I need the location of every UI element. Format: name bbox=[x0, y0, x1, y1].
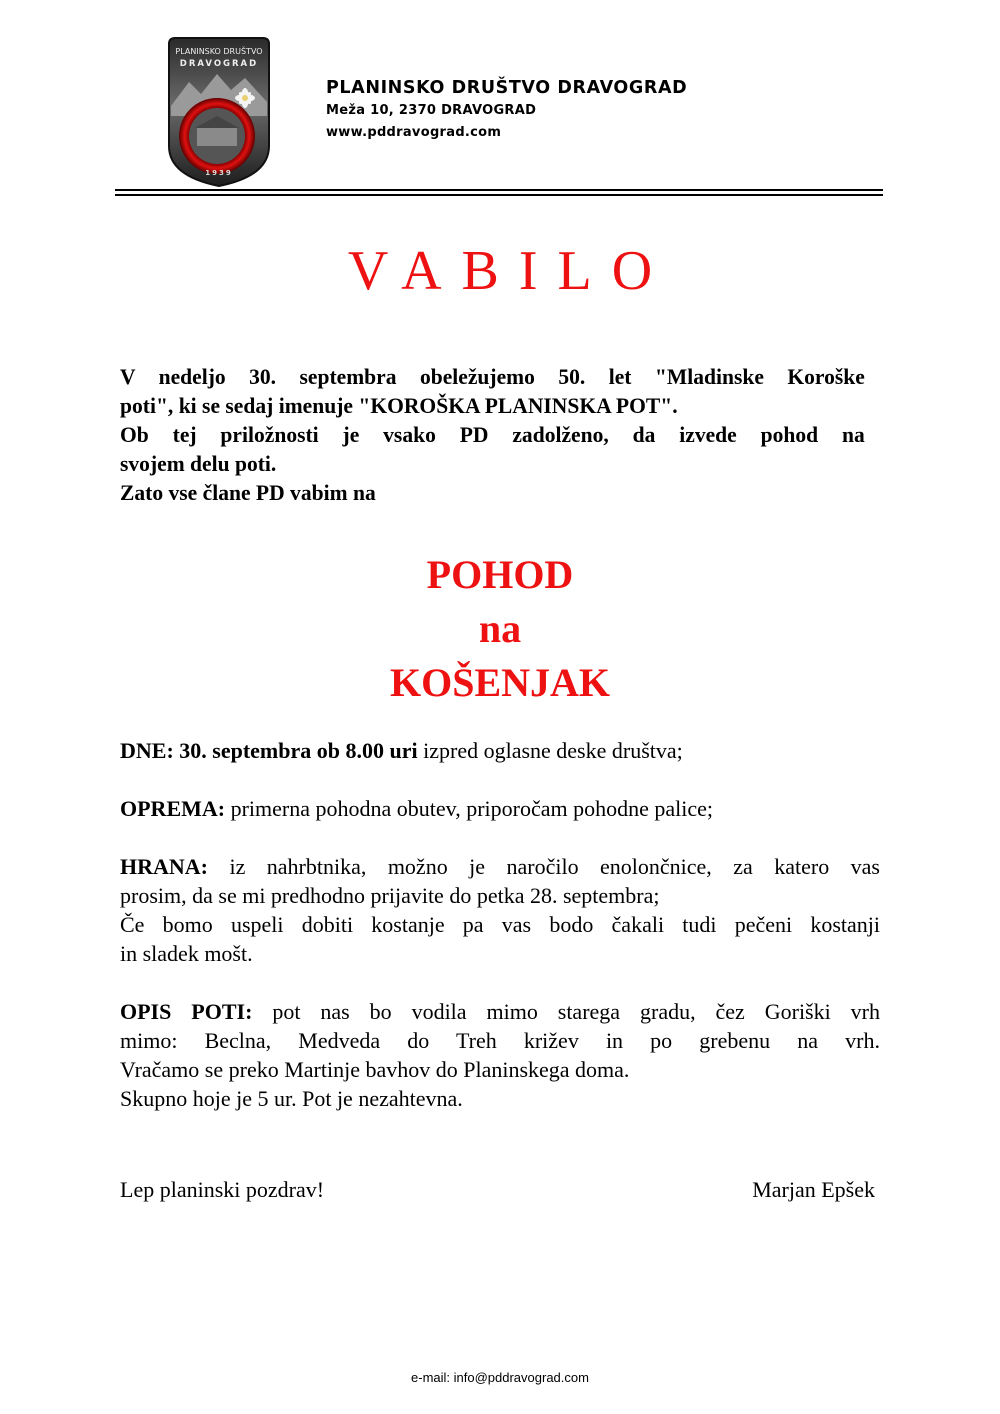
logo-year: 1939 bbox=[205, 169, 233, 177]
detail-route-line: pot nas bo vodila mimo starega gradu, čez Goriški vrh bbox=[252, 999, 880, 1024]
detail-route-label: OPIS POTI: bbox=[120, 999, 253, 1024]
signature: Marjan Epšek bbox=[752, 1177, 875, 1202]
closing bbox=[120, 1175, 875, 1204]
detail-route bbox=[120, 997, 880, 1113]
document-title: VABILO bbox=[347, 240, 673, 302]
detail-equipment bbox=[120, 794, 880, 823]
club-emblem-icon bbox=[167, 36, 271, 188]
header-divider-top bbox=[115, 189, 883, 191]
detail-food-line: in sladek mošt. bbox=[120, 941, 253, 966]
intro-line: Zato vse člane PD vabim na bbox=[120, 480, 376, 505]
detail-food-line: prosim, da se mi predhodno prijavite do petka 28. septembra; bbox=[120, 883, 660, 908]
detail-food bbox=[120, 852, 880, 968]
org-address: Meža 10, 2370 DRAVOGRAD bbox=[326, 103, 537, 118]
detail-date-label: DNE: 30. septembra ob 8.00 uri bbox=[120, 738, 418, 763]
event-title-line: na bbox=[478, 606, 522, 651]
detail-route-line: Vračamo se preko Martinje bavhov do Planinskega doma. bbox=[120, 1057, 630, 1082]
logo-line1: PLANINSKO DRUŠTVO bbox=[175, 47, 263, 56]
event-details bbox=[120, 736, 880, 1142]
detail-date-text: izpred oglasne deske društva; bbox=[417, 738, 683, 763]
detail-equipment-label: OPREMA: bbox=[120, 796, 226, 821]
event-title-line: KOŠENJAK bbox=[389, 660, 611, 705]
intro-line: Ob tej priložnosti je vsako PD zadolženo, da izvede pohod na bbox=[120, 422, 865, 447]
intro-line: V nedeljo 30. septembra obeležujemo 50. let "Mladinske Koroške bbox=[120, 364, 865, 389]
detail-route-line: mimo: Beclna, Medveda do Treh križev in po grebenu na vrh. bbox=[120, 1028, 880, 1053]
closing-greeting: Lep planinski pozdrav! bbox=[120, 1177, 325, 1202]
intro-line: poti", ki se sedaj imenuje "KOROŠKA PLANINSKA POT". bbox=[120, 393, 678, 418]
detail-food-line: iz nahrbtnika, možno je naročilo enolončnice, za katero vas bbox=[208, 854, 880, 879]
detail-route-line: Skupno hoje je 5 ur. Pot je nezahtevna. bbox=[120, 1086, 463, 1111]
event-title bbox=[0, 548, 1000, 710]
detail-equipment-text: primerna pohodna obutev, priporočam pohodne palice; bbox=[225, 796, 714, 821]
detail-date bbox=[120, 736, 880, 765]
detail-food-label: HRANA: bbox=[120, 854, 208, 879]
footer-email[interactable]: e-mail: info@pddravograd.com bbox=[411, 1370, 589, 1385]
logo-line2: DRAVOGRAD bbox=[179, 59, 259, 69]
event-title-line: POHOD bbox=[426, 552, 574, 597]
intro-line: svojem delu poti. bbox=[120, 451, 277, 476]
org-name: PLANINSKO DRUŠTVO DRAVOGRAD bbox=[326, 78, 688, 98]
org-website[interactable]: www.pddravograd.com bbox=[326, 125, 502, 140]
organization-header bbox=[326, 76, 687, 144]
intro-paragraph bbox=[120, 362, 865, 507]
header-divider-bottom bbox=[115, 194, 883, 196]
detail-food-line: Če bomo uspeli dobiti kostanje pa vas bodo čakali tudi pečeni kostanji bbox=[120, 912, 880, 937]
